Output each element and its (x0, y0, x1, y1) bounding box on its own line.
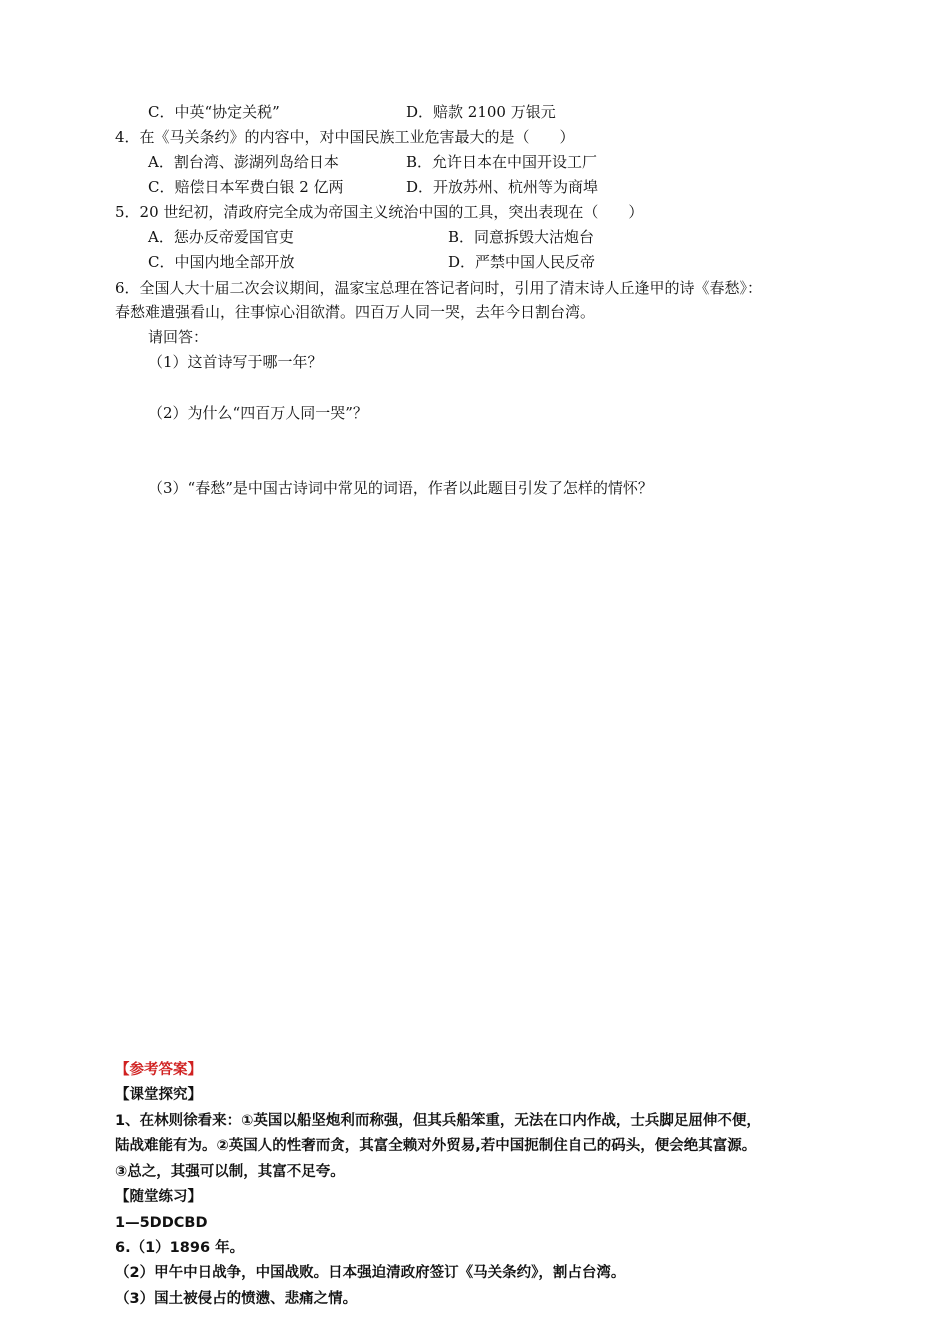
q5-option-c: C．中国内地全部开放 (148, 253, 295, 271)
section-in-class-practice: 【随堂练习】 (115, 1189, 202, 1205)
q5-stem: 5．20 世纪初，清政府完全成为帝国主义统治中国的工具，突出表现在（ ） (115, 203, 644, 221)
section-classroom-explore: 【课堂探究】 (115, 1087, 202, 1103)
q6-answer-2: （2）甲午中日战争，中国战败。日本强迫清政府签订《马关条约》，割占台湾。 (115, 1265, 626, 1281)
q4-option-b: B．允许日本在中国开设工厂 (406, 153, 598, 171)
explore-answer-line-1: 1、在林则徐看来：①英国以船坚炮利而称强，但其兵船笨重，无法在口内作战，士兵脚足屈伸不便， (115, 1113, 761, 1129)
q6-prompt: 请回答： (148, 328, 209, 346)
q6-sub2: （2）为什么“四百万人同一哭”？ (148, 404, 368, 422)
q6-stem: 6．全国人大十届二次会议期间，温家宝总理在答记者问时，引用了清末诗人丘逢甲的诗《春愁》： (115, 279, 763, 297)
answer-key-title: 【参考答案】 (115, 1062, 202, 1078)
q6-sub3: （3）“春愁”是中国古诗词中常见的词语，作者以此题目引发了怎样的情怀？ (148, 479, 653, 497)
explore-answer-line-3: ③总之，其强可以制，其富不足夸。 (115, 1164, 345, 1180)
q5-option-b: B．同意拆毁大沽炮台 (448, 228, 595, 246)
q4-option-a: A．割台湾、澎湖列岛给日本 (148, 153, 339, 171)
q3-option-d: D．赔款 2100 万银元 (406, 103, 556, 121)
q6-answer-1: 6.（1）1896 年。 (115, 1240, 245, 1256)
mc-answers: 1—5DDCBD (115, 1215, 208, 1231)
explore-answer-line-2: 陆战难能有为。②英国人的性奢而贪，其富全赖对外贸易,若中国扼制住自己的码头，便会绝其富源。 (115, 1138, 757, 1154)
q4-option-c: C．赔偿日本军费白银 2 亿两 (148, 178, 344, 196)
q6-answer-3: （3）国土被侵占的愤懑、悲痛之情。 (115, 1291, 358, 1307)
q5-option-a: A．惩办反帝爱国官吏 (148, 228, 294, 246)
q6-poem: 春愁难遣强看山，往事惊心泪欲潸。四百万人同一哭，去年今日割台湾。 (115, 303, 596, 321)
q5-option-d: D．严禁中国人民反帝 (448, 253, 596, 271)
q3-option-c: C．中英“协定关税” (148, 103, 280, 121)
q4-stem: 4．在《马关条约》的内容中，对中国民族工业危害最大的是（ ） (115, 128, 575, 146)
q4-option-d: D．开放苏州、杭州等为商埠 (406, 178, 599, 196)
q6-sub1: （1）这首诗写于哪一年？ (148, 353, 323, 371)
